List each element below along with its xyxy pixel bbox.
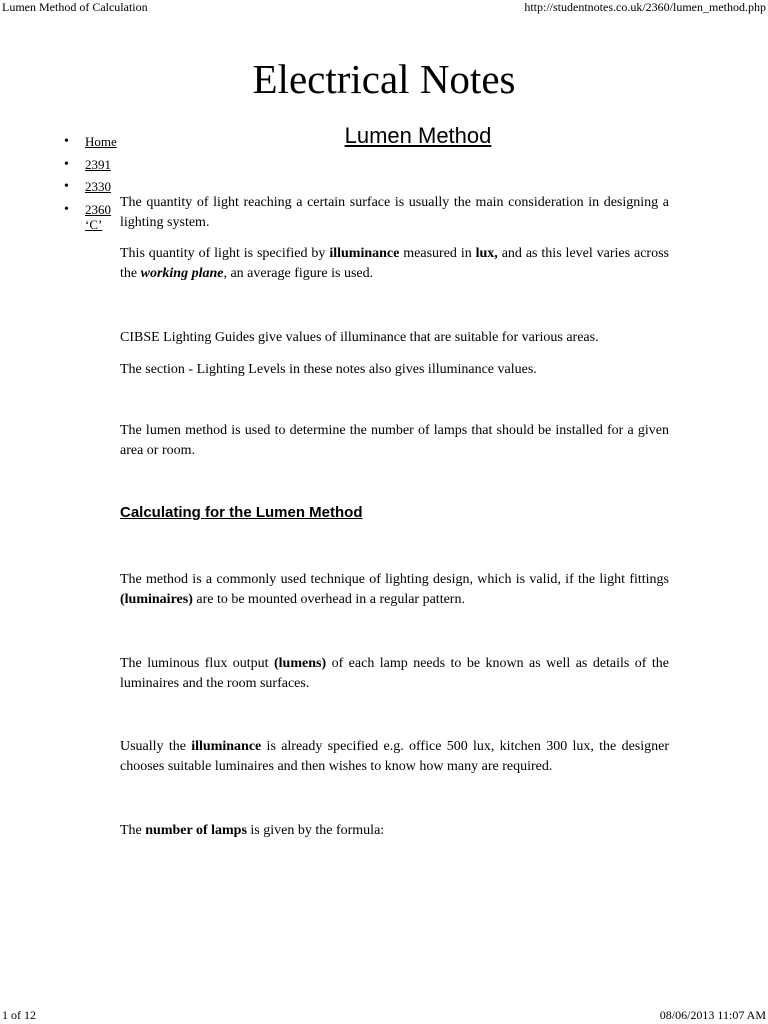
paragraph-usually (120, 737, 669, 777)
nav-link-2360-line2: ‘C’ (85, 216, 103, 232)
text-span: , an average figure is used. (223, 266, 374, 281)
term-luminaires: (luminaires) (120, 592, 193, 607)
nav-item-2360 (62, 202, 117, 234)
term-number-of-lamps: number of lamps (145, 823, 247, 838)
nav-item-2391 (62, 157, 117, 180)
paragraph-cibse (120, 328, 669, 348)
paragraph-illuminance-text (120, 244, 669, 284)
site-title: Electrical Notes (252, 56, 516, 102)
text-span: Usually the (120, 739, 192, 754)
paragraph-luminous-flux (120, 654, 669, 694)
page-header-url: http://studentnotes.co.uk/2360/lumen_method.php (524, 0, 766, 14)
text-span: The (120, 823, 146, 838)
text-span: The luminous flux output (120, 656, 274, 671)
text-span: This quantity of light is specified by (120, 246, 330, 261)
term-lux: lux, (475, 246, 498, 261)
nav-item-home (62, 134, 117, 157)
term-lumens: (lumens) (274, 656, 327, 671)
nav-link-2391[interactable]: 2391 (85, 156, 111, 172)
nav-link-2330[interactable]: 2330 (85, 179, 111, 194)
page-heading: Lumen Method (344, 123, 492, 148)
paragraph-illuminance (120, 244, 669, 284)
term-working-plane: working plane (140, 266, 224, 281)
paragraph-lighting-levels (120, 360, 669, 380)
sub-heading-calculating: Calculating for the Lumen Method (120, 504, 363, 521)
page-header-title: Lumen Method of Calculation (2, 0, 148, 14)
page-footer-datetime: 08/06/2013 11:07 AM (659, 1008, 766, 1022)
paragraph-lumen-method-text: The lumen method is used to determine the number of lamps that should be installed for a given area or room. (120, 423, 669, 458)
paragraph-cibse-text: CIBSE Lighting Guides give values of illuminance that are suitable for various areas. (120, 330, 599, 345)
paragraph-method (120, 570, 669, 610)
text-span: and as this level varies across the (120, 246, 669, 281)
text-span: of each lamp needs to be known as well as details of the luminaires and the room surfaces. (120, 656, 670, 691)
paragraph-method-text (120, 570, 669, 610)
nav-list (62, 134, 117, 234)
paragraph-usually-text (120, 737, 669, 777)
text-span: is already specified e.g. office 500 lux, kitchen 300 lux, the designer chooses suitable luminaires and then wishes to know how many are required. (120, 739, 669, 774)
paragraph-number-of-lamps-text (120, 821, 669, 841)
nav-link-home[interactable]: Home (85, 134, 117, 149)
paragraph-lighting-levels-text: The section - Lighting Levels in these notes also gives illuminance values. (120, 362, 537, 377)
text-span: The method is a commonly used technique of lighting design, which is valid, if the light fittings (120, 572, 669, 587)
paragraph-number-of-lamps (120, 821, 669, 841)
term-illuminance: illuminance (329, 246, 400, 261)
text-span: measured in (399, 246, 476, 261)
term-illuminance: illuminance (191, 739, 262, 754)
nav-item-2330 (62, 179, 117, 202)
text-span: are to be mounted overhead in a regular pattern. (192, 592, 465, 607)
text-span: is given by the formula: (246, 823, 385, 838)
paragraph-lumen-method (120, 421, 669, 461)
nav-link-2360-line1: • 2360 (85, 201, 111, 217)
paragraph-luminous-flux-text (120, 654, 669, 694)
page-footer-page-number: 1 of 12 (2, 1008, 36, 1022)
paragraph-intro-text: The quantity of light reaching a certain surface is usually the main consideration in designing a lighting system. (120, 195, 669, 230)
nav-link-2360[interactable] (85, 202, 117, 232)
paragraph-intro (120, 193, 669, 233)
